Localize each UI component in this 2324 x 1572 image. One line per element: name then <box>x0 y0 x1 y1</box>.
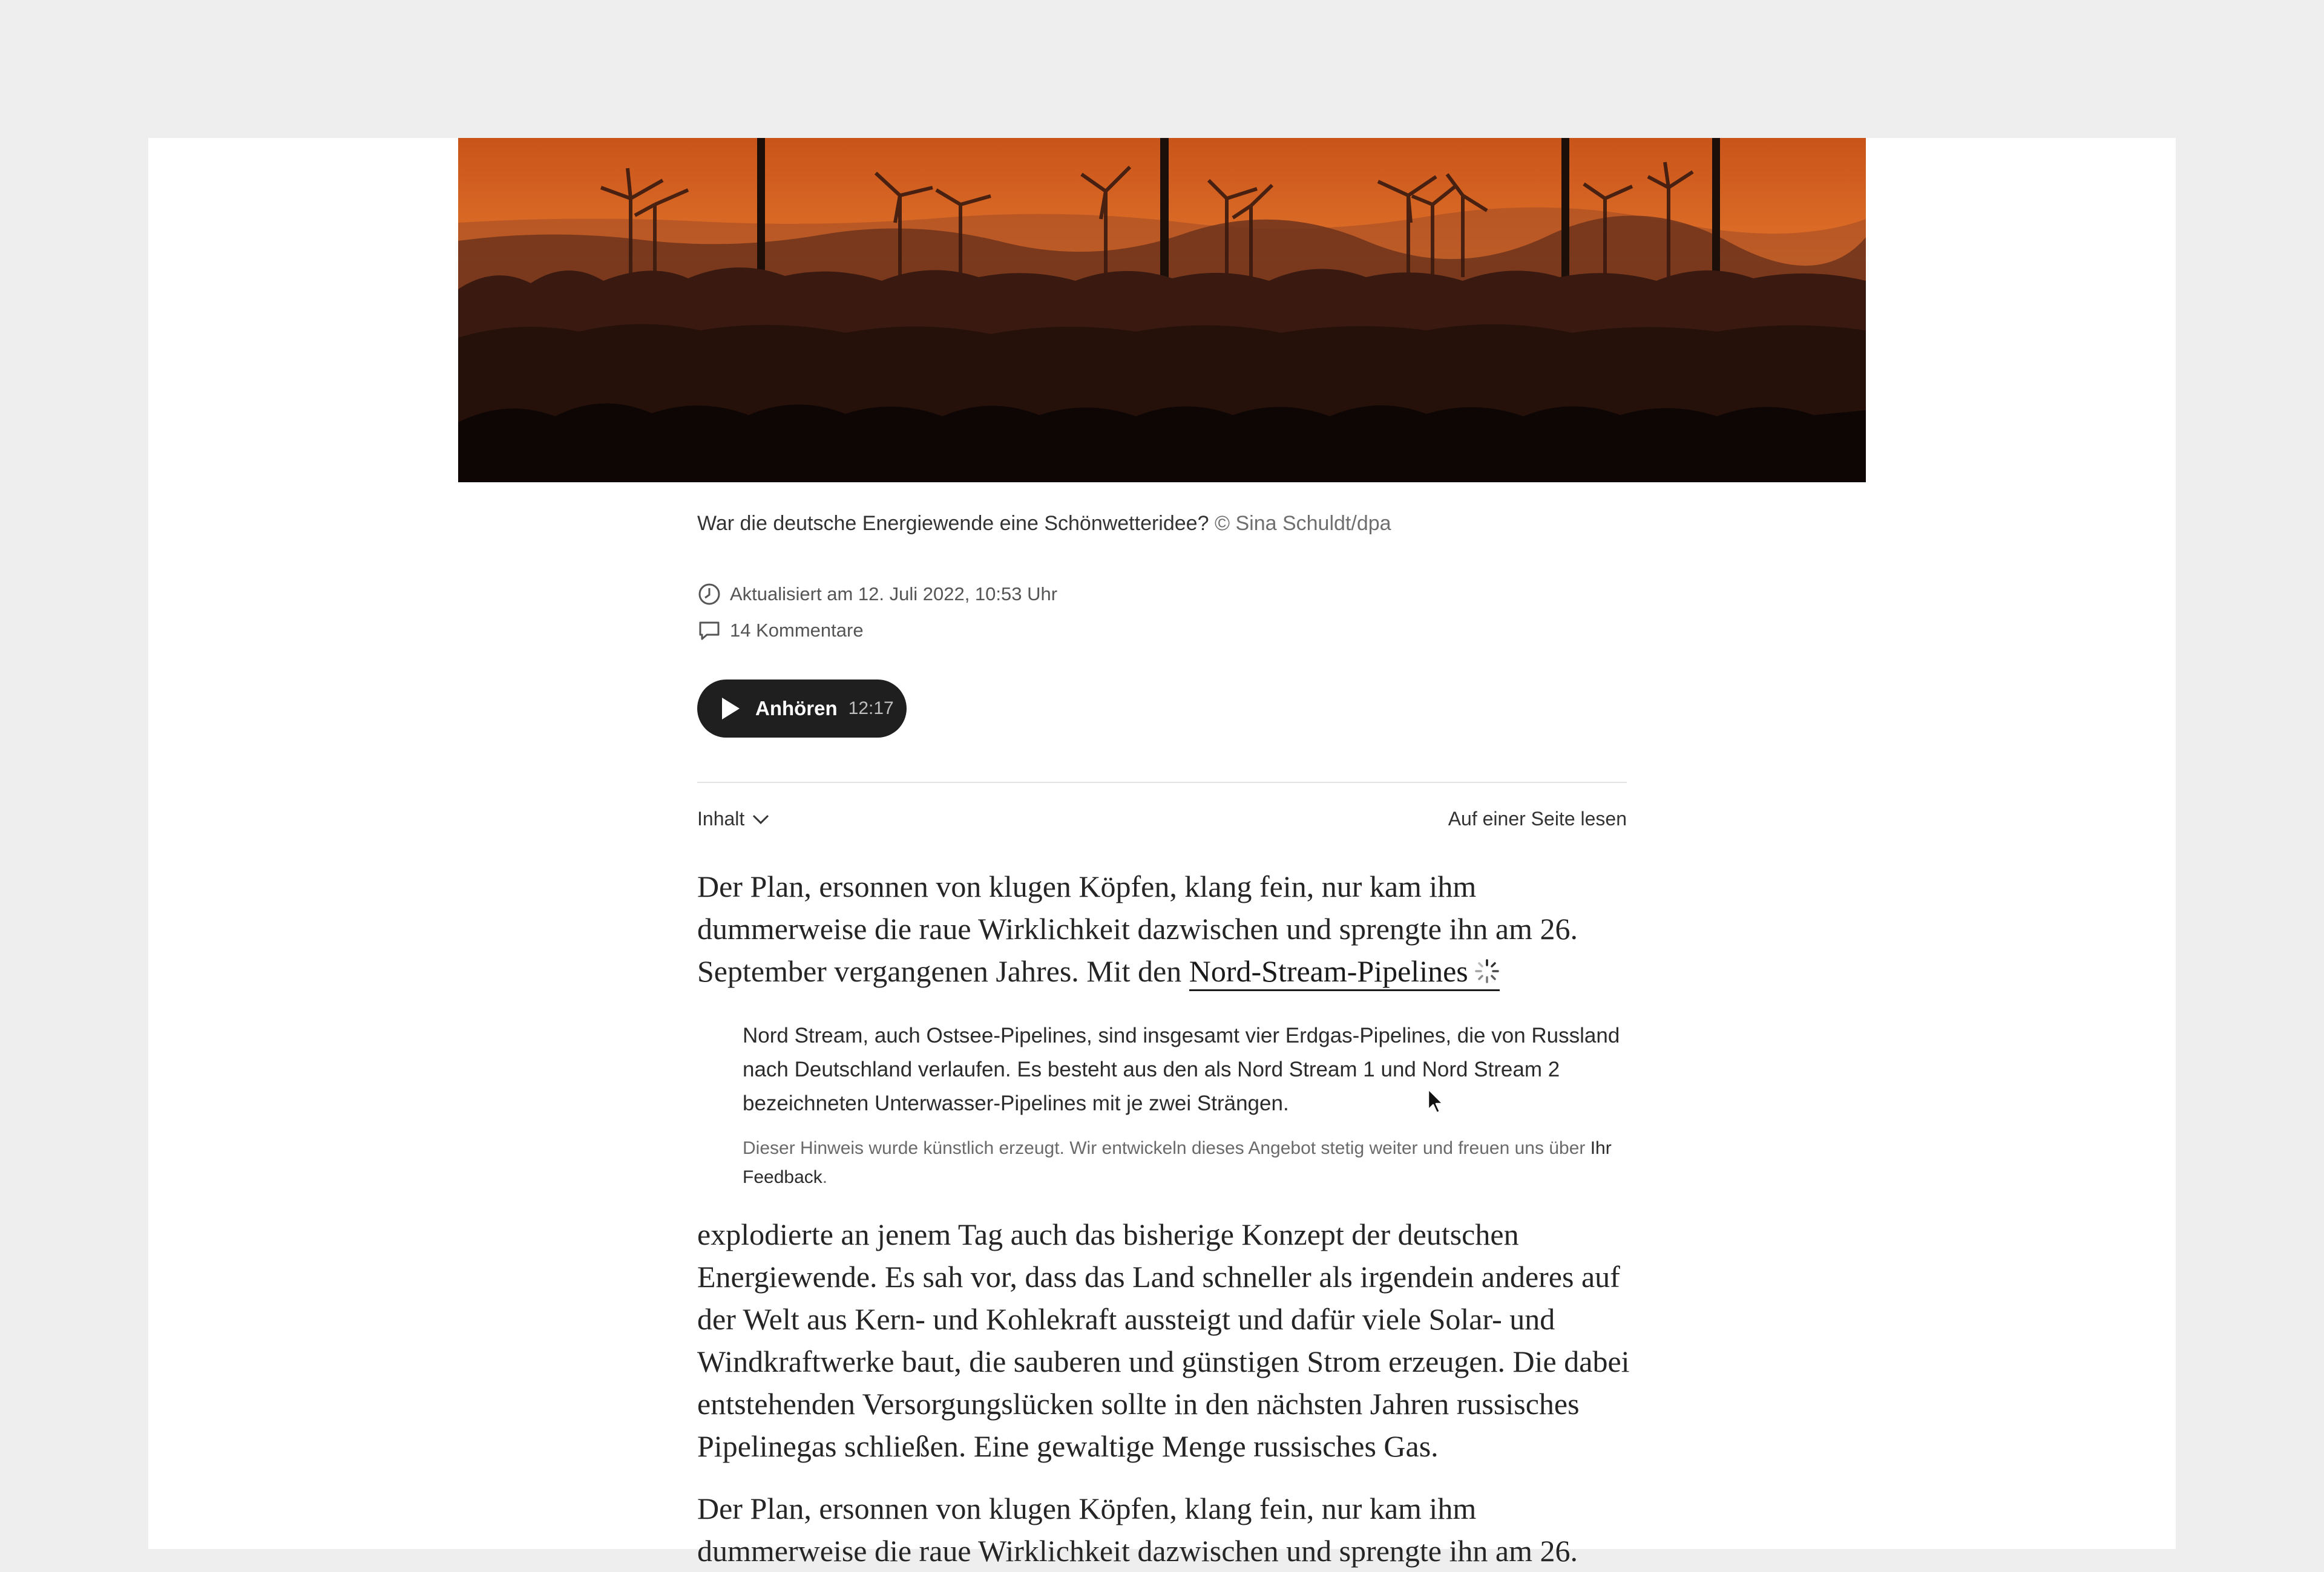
toc-label: Inhalt <box>697 808 745 830</box>
paragraph-1-text: Der Plan, ersonnen von klugen Köpfen, klang fein, nur kam ihm dummerweise die raue Wirklichkeit dazwischen und sprengte ihn am 26. September vergangenen Jahres. Mit den <box>697 870 1578 988</box>
comment-icon <box>697 618 721 643</box>
tooltip-note-end: . <box>822 1167 828 1187</box>
divider <box>697 782 1627 783</box>
updated-row <box>697 582 1057 606</box>
toc-toggle[interactable] <box>697 808 770 830</box>
term-link-label: Nord-Stream-Pipelines <box>1189 954 1468 988</box>
tooltip-note-text: Dieser Hinweis wurde künstlich erzeugt. Wir entwickeln dieses Angebot stetig weiter und freuen uns über <box>743 1138 1590 1158</box>
caption-text: War die deutsche Energiewende eine Schönwetteridee? <box>697 512 1209 535</box>
chevron-down-icon <box>752 813 770 825</box>
comments-text: 14 Kommentare <box>730 620 864 641</box>
listen-duration: 12:17 <box>848 698 894 718</box>
photo-credit: © Sina Schuldt/dpa <box>1214 512 1391 535</box>
mouse-cursor-icon <box>1427 1088 1445 1115</box>
article-page <box>148 138 2176 1568</box>
loading-spinner-icon <box>1474 958 1500 984</box>
comments-row[interactable] <box>697 618 864 643</box>
updated-text: Aktualisiert am 12. Juli 2022, 10:53 Uhr <box>730 583 1058 604</box>
play-icon <box>720 696 741 721</box>
clock-icon <box>697 582 721 606</box>
hero-image <box>458 138 1866 482</box>
nord-stream-term-link[interactable] <box>1189 954 1500 991</box>
meta-block <box>697 582 1627 691</box>
term-tooltip <box>743 1019 1638 1192</box>
read-one-page-link[interactable]: Auf einer Seite lesen <box>1448 808 1627 830</box>
article-paragraph-1 <box>697 865 1641 992</box>
tooltip-note <box>743 1134 1638 1192</box>
listen-label: Anhören <box>755 697 838 719</box>
listen-button[interactable] <box>697 680 907 738</box>
tooltip-text: Nord Stream, auch Ostsee-Pipelines, sind insgesamt vier Erdgas-Pipelines, die von Russland nach Deutschland verlaufen. Es besteht aus den als Nord Stream 1 und Nord Stream 2 bezeichneten Unterwasser-Pipelines mit je zwei Strängen. <box>743 1024 1620 1115</box>
article-paragraph-3: Der Plan, ersonnen von klugen Köpfen, klang fein, nur kam ihm dummerweise die raue Wirklichkeit dazwischen und sprengte ihn am 26. <box>697 1492 1578 1568</box>
feedback-link[interactable]: Ihr Feedback <box>743 1138 1612 1187</box>
article-paragraph-2: explodierte an jenem Tag auch das bisherige Konzept der deutschen Energiewende. Es sah vor, dass das Land schneller als irgendein anderes auf der Welt aus Kern- und Kohlekraft aussteigt und dafür viele Solar- und Windkraftwerke baut, die sauberen und günstigen Strom erzeugen. Die dabei entstehenden Versorgungslücken sollte in den nächsten Jahren russisches Pipelinegas schließen. Eine gewaltige Menge russisches Gas. <box>697 1217 1630 1463</box>
hero-caption <box>697 508 1627 539</box>
